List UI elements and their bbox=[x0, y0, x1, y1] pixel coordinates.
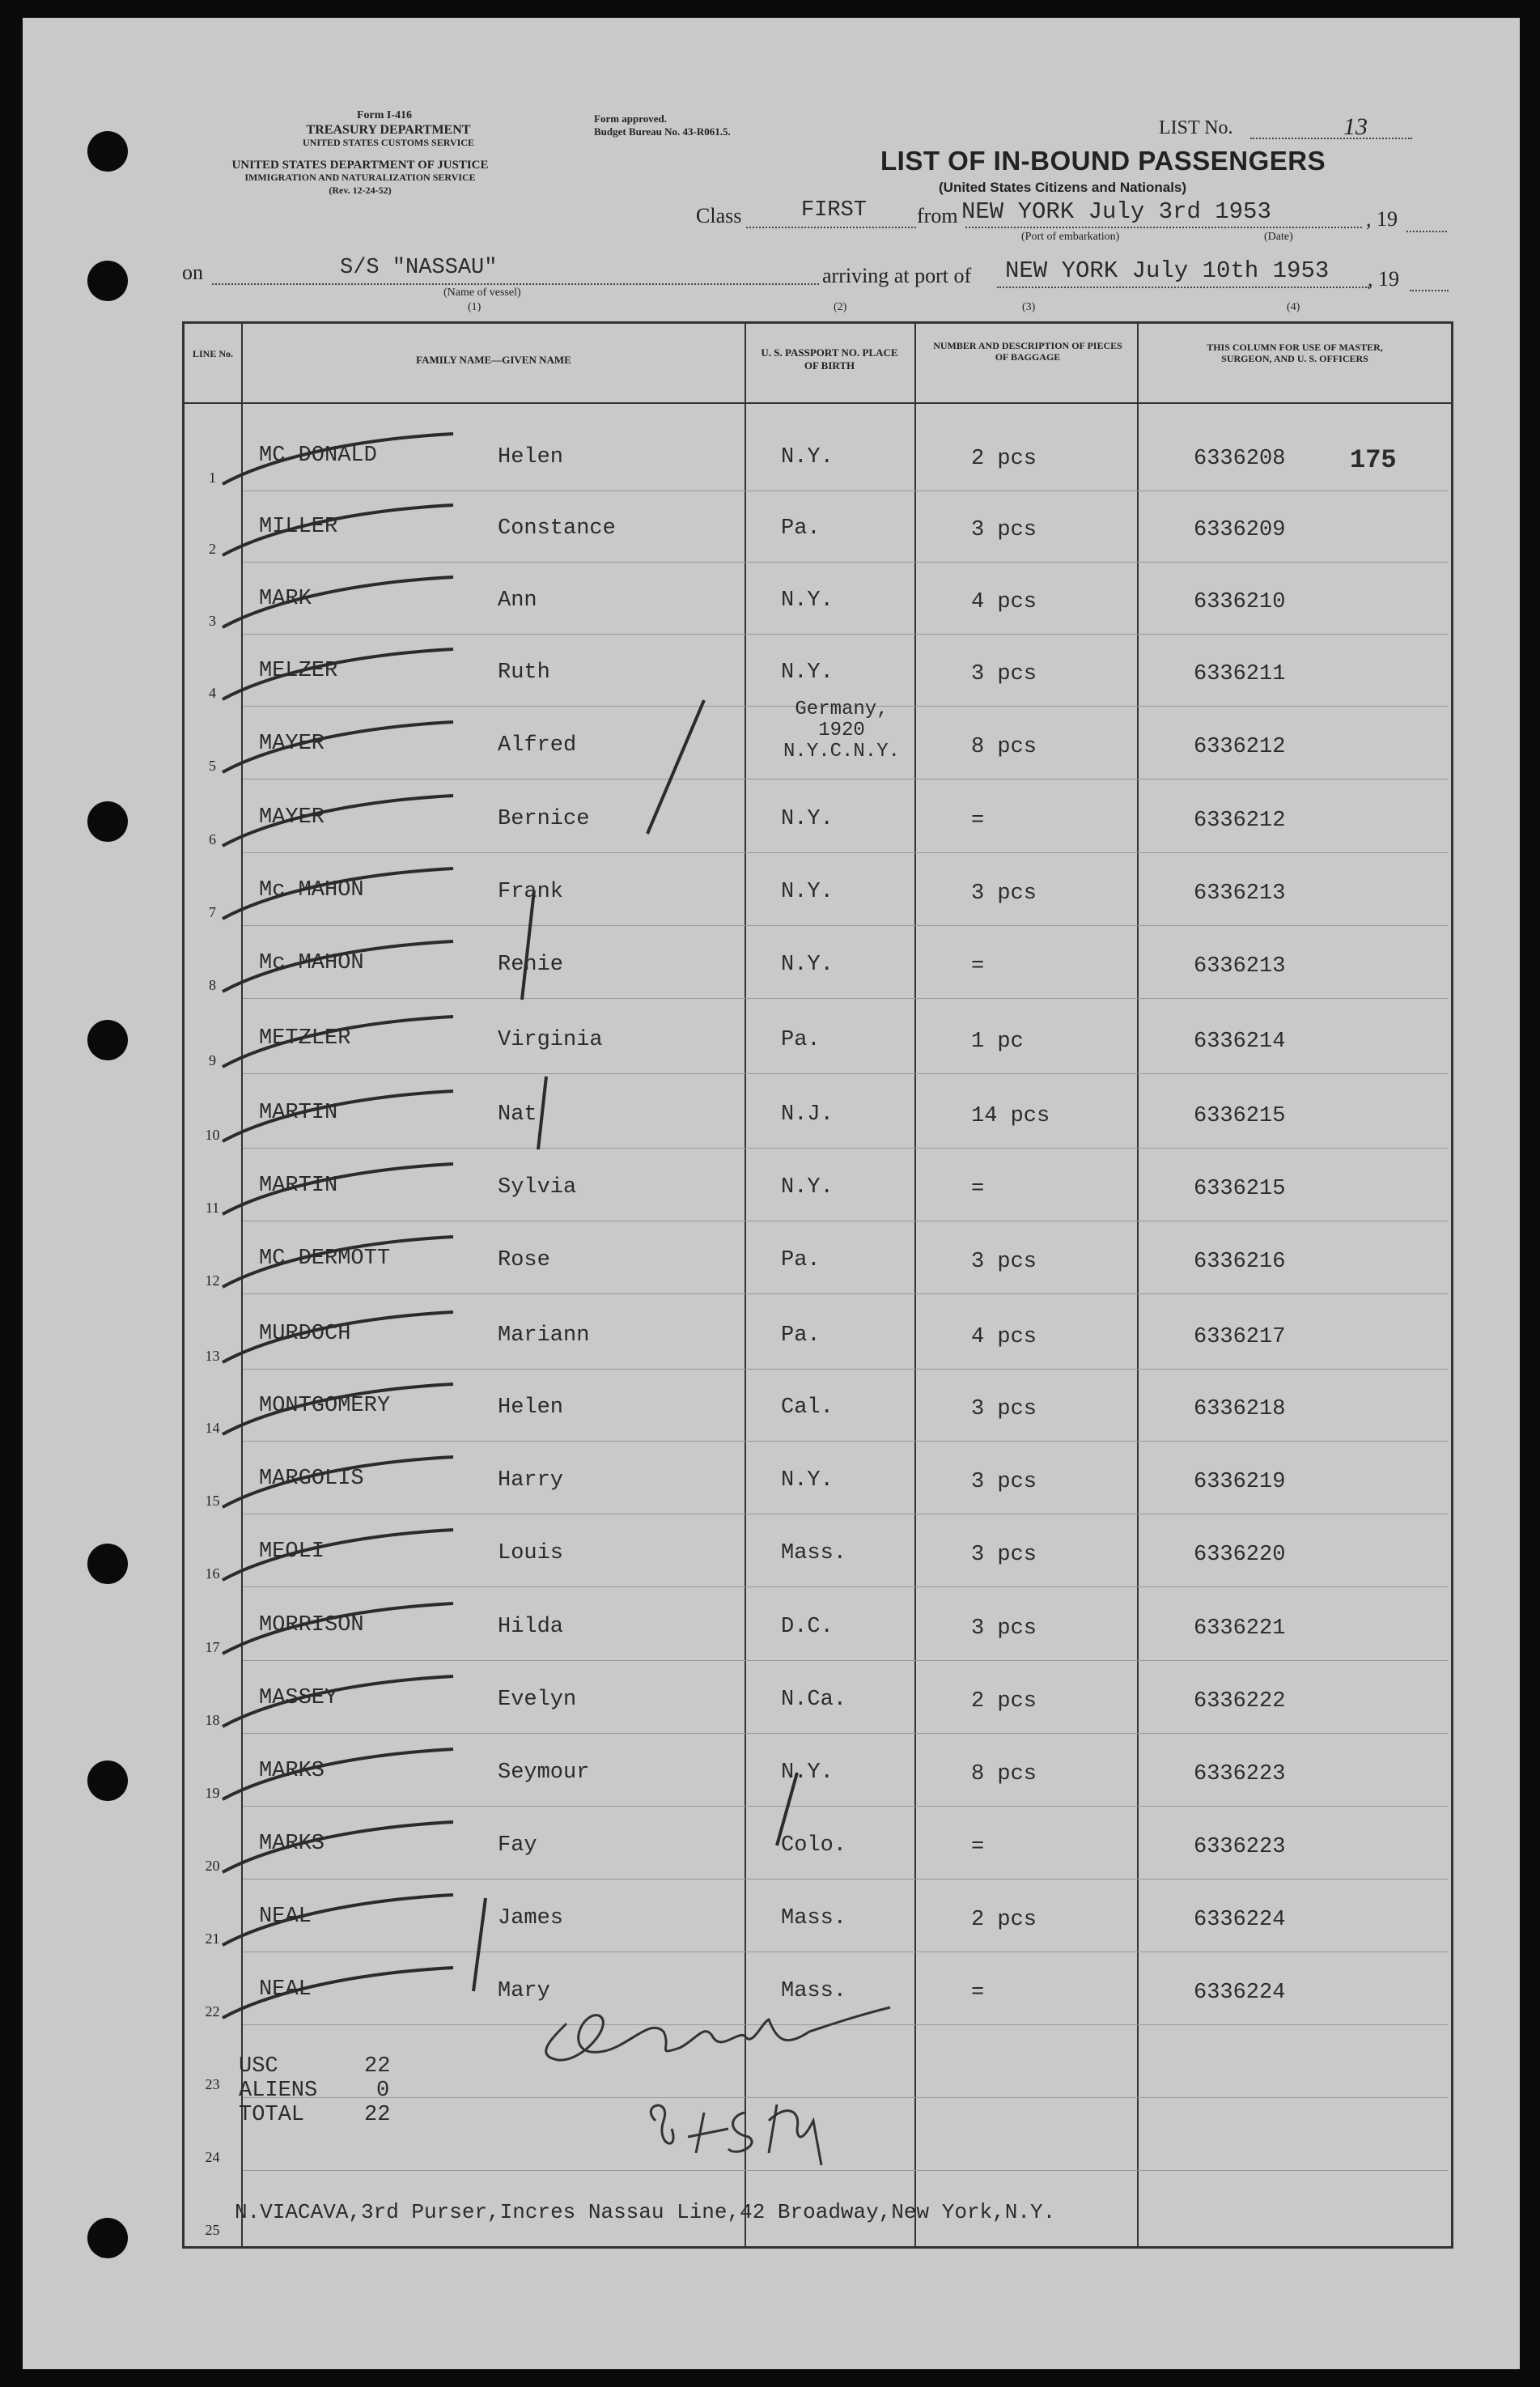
place-of-birth: Mass. bbox=[781, 1979, 847, 2003]
col-divider bbox=[745, 321, 746, 2246]
form-approved: Form approved. bbox=[594, 113, 668, 125]
place-of-birth: Cal. bbox=[781, 1395, 834, 1420]
officer-number: 6336223 bbox=[1194, 1835, 1286, 1859]
line-number: 8 bbox=[209, 977, 216, 993]
given-name: Seymour bbox=[498, 1761, 590, 1785]
col-divider bbox=[914, 321, 916, 2246]
row-rule bbox=[243, 1441, 1449, 1442]
given-name: Alfred bbox=[498, 733, 577, 758]
given-name: James bbox=[498, 1906, 564, 1930]
port-caption: (Port of embarkation) bbox=[1021, 231, 1120, 243]
given-name: Hilda bbox=[498, 1615, 564, 1639]
line-number: 7 bbox=[209, 904, 216, 920]
vessel-caption: (Name of vessel) bbox=[443, 287, 521, 299]
line-number: 16 bbox=[205, 1565, 220, 1582]
officer-number: 6336210 bbox=[1194, 590, 1286, 614]
baggage-count: 2 pcs bbox=[971, 1908, 1037, 1932]
form-number: Form I-416 bbox=[356, 109, 413, 121]
family-name: NEAL bbox=[259, 1905, 312, 1929]
officer-annotation: 175 bbox=[1350, 445, 1397, 475]
col-divider bbox=[1137, 321, 1139, 2246]
given-name: Bernice bbox=[498, 807, 590, 831]
row-rule bbox=[243, 1148, 1449, 1149]
place-of-birth: Pa. bbox=[781, 1248, 821, 1272]
line-number: 9 bbox=[209, 1052, 216, 1068]
line-number: 14 bbox=[205, 1420, 220, 1436]
given-name: Virginia bbox=[498, 1028, 603, 1052]
immigration-service: IMMIGRATION AND NATURALIZATION SERVICE bbox=[244, 172, 476, 183]
line-number: 24 bbox=[205, 2149, 220, 2165]
line-number: 12 bbox=[205, 1272, 220, 1289]
line-number: 4 bbox=[209, 685, 216, 701]
officer-number: 6336208 bbox=[1194, 447, 1286, 471]
arriving-label: arriving at port of bbox=[822, 264, 972, 287]
place-of-birth: N.Y. bbox=[781, 953, 834, 977]
baggage-count: 3 pcs bbox=[971, 1250, 1037, 1274]
line-number: 15 bbox=[205, 1493, 220, 1509]
line-number: 13 bbox=[205, 1348, 220, 1364]
place-of-birth: N.Y. bbox=[781, 660, 834, 685]
baggage-count: = bbox=[971, 1981, 985, 2005]
place-of-birth: Colo. bbox=[781, 1833, 847, 1858]
row-rule bbox=[243, 852, 1449, 853]
given-name: Rose bbox=[498, 1248, 550, 1272]
family-name: MARTIN bbox=[259, 1101, 338, 1125]
department-of-justice: UNITED STATES DEPARTMENT OF JUSTICE bbox=[231, 159, 489, 172]
col-header-officers: THIS COLUMN FOR USE OF MASTER, SURGEON, AND U. S. OFFICERS bbox=[1207, 342, 1383, 365]
treasury-department: TREASURY DEPARTMENT bbox=[306, 123, 471, 137]
baggage-count: 3 pcs bbox=[971, 1397, 1037, 1421]
row-rule bbox=[243, 925, 1449, 926]
baggage-count: = bbox=[971, 954, 985, 979]
place-of-birth: N.J. bbox=[781, 1102, 834, 1127]
place-of-birth: Pa. bbox=[781, 516, 821, 541]
place-of-birth: D.C. bbox=[781, 1615, 834, 1639]
binder-hole bbox=[87, 261, 128, 301]
given-name: Renie bbox=[498, 953, 564, 977]
given-name: Fay bbox=[498, 1833, 537, 1858]
line-number: 25 bbox=[205, 2222, 220, 2238]
family-name: MARTIN bbox=[259, 1174, 338, 1198]
given-name: Sylvia bbox=[498, 1175, 577, 1200]
col-header-name: FAMILY NAME—GIVEN NAME bbox=[416, 354, 571, 366]
family-name: MARKS bbox=[259, 1759, 325, 1783]
family-name: MAYER bbox=[259, 732, 325, 756]
family-name: MURDOCH bbox=[259, 1322, 351, 1346]
baggage-count: 8 pcs bbox=[971, 735, 1037, 759]
vessel-line bbox=[212, 283, 819, 285]
row-rule bbox=[243, 562, 1449, 563]
vessel-value: S/S "NASSAU" bbox=[340, 256, 498, 280]
officer-number: 6336218 bbox=[1194, 1397, 1286, 1421]
baggage-count: 3 pcs bbox=[971, 1543, 1037, 1567]
binder-hole bbox=[87, 131, 128, 172]
officer-number: 6336214 bbox=[1194, 1030, 1286, 1054]
row-rule bbox=[243, 2170, 1449, 2171]
baggage-count: 3 pcs bbox=[971, 662, 1037, 686]
family-name: MARK bbox=[259, 587, 312, 611]
from-line bbox=[965, 227, 1362, 228]
class-line bbox=[746, 227, 916, 228]
officer-number: 6336213 bbox=[1194, 881, 1286, 906]
given-name: Louis bbox=[498, 1541, 564, 1565]
row-rule bbox=[243, 1293, 1449, 1294]
line-number: 19 bbox=[205, 1785, 220, 1801]
line-number: 17 bbox=[205, 1639, 220, 1655]
baggage-count: 4 pcs bbox=[971, 590, 1037, 614]
family-name: MEOLI bbox=[259, 1540, 325, 1564]
family-name: MONTGOMERY bbox=[259, 1394, 391, 1418]
given-name: Frank bbox=[498, 880, 564, 904]
baggage-count: 2 pcs bbox=[971, 1689, 1037, 1714]
officer-number: 6336216 bbox=[1194, 1250, 1286, 1274]
given-name: Ruth bbox=[498, 660, 550, 685]
baggage-count: 1 pc bbox=[971, 1030, 1024, 1054]
officer-number: 6336224 bbox=[1194, 1981, 1286, 2005]
place-of-birth: Germany, 1920 N.Y.C.N.Y. bbox=[783, 699, 901, 762]
family-name: MARKS bbox=[259, 1832, 325, 1856]
list-no-label: LIST No. bbox=[1159, 117, 1233, 138]
aliens-value: 0 bbox=[376, 2079, 390, 2103]
usc-value: 22 bbox=[364, 2054, 391, 2079]
baggage-count: = bbox=[971, 1177, 985, 1201]
baggage-count: 3 pcs bbox=[971, 518, 1037, 542]
family-name: MORRISON bbox=[259, 1613, 364, 1637]
baggage-count: 3 pcs bbox=[971, 1470, 1037, 1494]
col-num-2: (2) bbox=[834, 301, 847, 313]
family-name: MAYER bbox=[259, 805, 325, 830]
place-of-birth: N.Y. bbox=[781, 445, 834, 469]
line-number: 18 bbox=[205, 1712, 220, 1728]
row-rule bbox=[243, 1586, 1449, 1587]
col-header-passport: U. S. PASSPORT NO. PLACE OF BIRTH bbox=[761, 346, 898, 372]
line-number: 10 bbox=[205, 1127, 220, 1143]
officer-number: 6336215 bbox=[1194, 1177, 1286, 1201]
year-suffix-2: , 19 bbox=[1368, 267, 1399, 291]
given-name: Helen bbox=[498, 1395, 564, 1420]
place-of-birth: N.Y. bbox=[781, 1761, 834, 1785]
row-rule bbox=[243, 1660, 1449, 1661]
handwritten-time bbox=[639, 2072, 850, 2169]
row-rule bbox=[243, 634, 1449, 635]
binder-hole bbox=[87, 1020, 128, 1060]
from-label: from bbox=[917, 204, 958, 227]
budget-bureau: Budget Bureau No. 43-R061.5. bbox=[594, 125, 731, 138]
family-name: MASSEY bbox=[259, 1686, 338, 1710]
row-rule bbox=[243, 1369, 1449, 1370]
vessel-col-num: (1) bbox=[468, 301, 482, 313]
row-rule bbox=[243, 1806, 1449, 1807]
line-number: 3 bbox=[209, 613, 216, 629]
place-of-birth: N.Y. bbox=[781, 1468, 834, 1493]
officer-number: 6336219 bbox=[1194, 1470, 1286, 1494]
customs-service: UNITED STATES CUSTOMS SERVICE bbox=[303, 137, 474, 148]
place-of-birth: Pa. bbox=[781, 1028, 821, 1052]
document-subtitle: (United States Citizens and Nationals) bbox=[939, 180, 1187, 195]
place-of-birth: N.Ca. bbox=[781, 1688, 847, 1712]
officer-number: 6336209 bbox=[1194, 518, 1286, 542]
year-suffix-1: , 19 bbox=[1366, 207, 1398, 231]
footer-purser: N.VIACAVA,3rd Purser,Incres Nassau Line,42 Broadway,New York,N.Y. bbox=[235, 2200, 1056, 2224]
arriving-value: NEW YORK July 10th 1953 bbox=[1005, 257, 1330, 284]
binder-hole bbox=[87, 801, 128, 842]
officer-number: 6336212 bbox=[1194, 735, 1286, 759]
place-of-birth: N.Y. bbox=[781, 588, 834, 613]
place-of-birth: N.Y. bbox=[781, 807, 834, 831]
header-rule bbox=[182, 402, 1451, 404]
list-no-line bbox=[1250, 138, 1412, 139]
line-number: 5 bbox=[209, 758, 216, 774]
family-name: MC DERMOTT bbox=[259, 1247, 391, 1271]
place-of-birth: N.Y. bbox=[781, 880, 834, 904]
usc-label: USC bbox=[239, 2054, 278, 2079]
col-header-baggage: NUMBER AND DESCRIPTION OF PIECES OF BAGGAGE bbox=[933, 340, 1122, 363]
given-name: Mariann bbox=[498, 1323, 590, 1348]
family-name: MELZER bbox=[259, 659, 338, 683]
place-of-birth: Mass. bbox=[781, 1906, 847, 1930]
col-header-line: LINE No. bbox=[192, 348, 233, 359]
given-name: Nat bbox=[498, 1102, 537, 1127]
col-num-3: (3) bbox=[1022, 301, 1036, 313]
baggage-count: 3 pcs bbox=[971, 1616, 1037, 1641]
col-divider bbox=[241, 321, 243, 2246]
baggage-count: 14 pcs bbox=[971, 1104, 1050, 1128]
given-name: Harry bbox=[498, 1468, 564, 1493]
officer-number: 6336223 bbox=[1194, 1762, 1286, 1786]
year-line-1 bbox=[1406, 231, 1447, 232]
officer-number: 6336217 bbox=[1194, 1325, 1286, 1349]
family-name: MC DONALD bbox=[259, 444, 377, 468]
total-value: 22 bbox=[364, 2103, 391, 2127]
list-no-value: 13 bbox=[1343, 113, 1368, 140]
given-name: Evelyn bbox=[498, 1688, 577, 1712]
baggage-count: 4 pcs bbox=[971, 1325, 1037, 1349]
form-revision: (Rev. 12-24-52) bbox=[329, 185, 392, 196]
baggage-count: 3 pcs bbox=[971, 881, 1037, 906]
baggage-count: = bbox=[971, 1835, 985, 1859]
line-number: 20 bbox=[205, 1858, 220, 1874]
year-line-2 bbox=[1410, 290, 1449, 291]
place-of-birth: Pa. bbox=[781, 1323, 821, 1348]
binder-hole bbox=[87, 1761, 128, 1801]
total-label: TOTAL bbox=[239, 2103, 305, 2127]
officer-number: 6336221 bbox=[1194, 1616, 1286, 1641]
document-title: LIST OF IN-BOUND PASSENGERS bbox=[880, 146, 1326, 176]
officer-number: 6336211 bbox=[1194, 662, 1286, 686]
officer-number: 6336215 bbox=[1194, 1104, 1286, 1128]
given-name: Mary bbox=[498, 1979, 550, 2003]
officer-number: 6336212 bbox=[1194, 809, 1286, 833]
line-number: 11 bbox=[205, 1200, 220, 1216]
officer-number: 6336222 bbox=[1194, 1689, 1286, 1714]
baggage-count: = bbox=[971, 809, 985, 833]
family-name: MILLER bbox=[259, 515, 338, 539]
given-name: Ann bbox=[498, 588, 537, 613]
given-name: Helen bbox=[498, 445, 564, 469]
binder-hole bbox=[87, 1544, 128, 1584]
family-name: NEAL bbox=[259, 1977, 312, 2002]
on-label: on bbox=[182, 261, 203, 284]
officer-number: 6336224 bbox=[1194, 1908, 1286, 1932]
line-number: 23 bbox=[205, 2076, 220, 2092]
binder-hole bbox=[87, 2218, 128, 2258]
line-number: 6 bbox=[209, 831, 216, 847]
place-of-birth: Mass. bbox=[781, 1541, 847, 1565]
class-value: FIRST bbox=[801, 198, 868, 223]
row-rule bbox=[243, 1733, 1449, 1734]
officer-number: 6336213 bbox=[1194, 954, 1286, 979]
handwritten-signature bbox=[518, 1991, 898, 2080]
baggage-count: 8 pcs bbox=[971, 1762, 1037, 1786]
family-name: MARGOLIS bbox=[259, 1467, 364, 1491]
date-caption: (Date) bbox=[1264, 231, 1293, 243]
from-value: NEW YORK July 3rd 1953 bbox=[961, 198, 1271, 225]
line-number: 22 bbox=[205, 2003, 220, 2020]
line-number: 1 bbox=[209, 469, 216, 486]
row-rule bbox=[243, 1073, 1449, 1074]
officer-number: 6336220 bbox=[1194, 1543, 1286, 1567]
family-name: Mc MAHON bbox=[259, 951, 364, 975]
given-name: Constance bbox=[498, 516, 616, 541]
aliens-label: ALIENS bbox=[239, 2079, 318, 2103]
family-name: Mc MAHON bbox=[259, 878, 364, 903]
baggage-count: 2 pcs bbox=[971, 447, 1037, 471]
family-name: METZLER bbox=[259, 1026, 351, 1051]
col-num-4: (4) bbox=[1287, 301, 1300, 313]
row-rule bbox=[243, 998, 1449, 999]
place-of-birth: N.Y. bbox=[781, 1175, 834, 1200]
arriving-line bbox=[997, 287, 1369, 288]
line-number: 21 bbox=[205, 1930, 220, 1947]
line-number: 2 bbox=[209, 541, 216, 557]
class-label: Class bbox=[696, 204, 742, 227]
